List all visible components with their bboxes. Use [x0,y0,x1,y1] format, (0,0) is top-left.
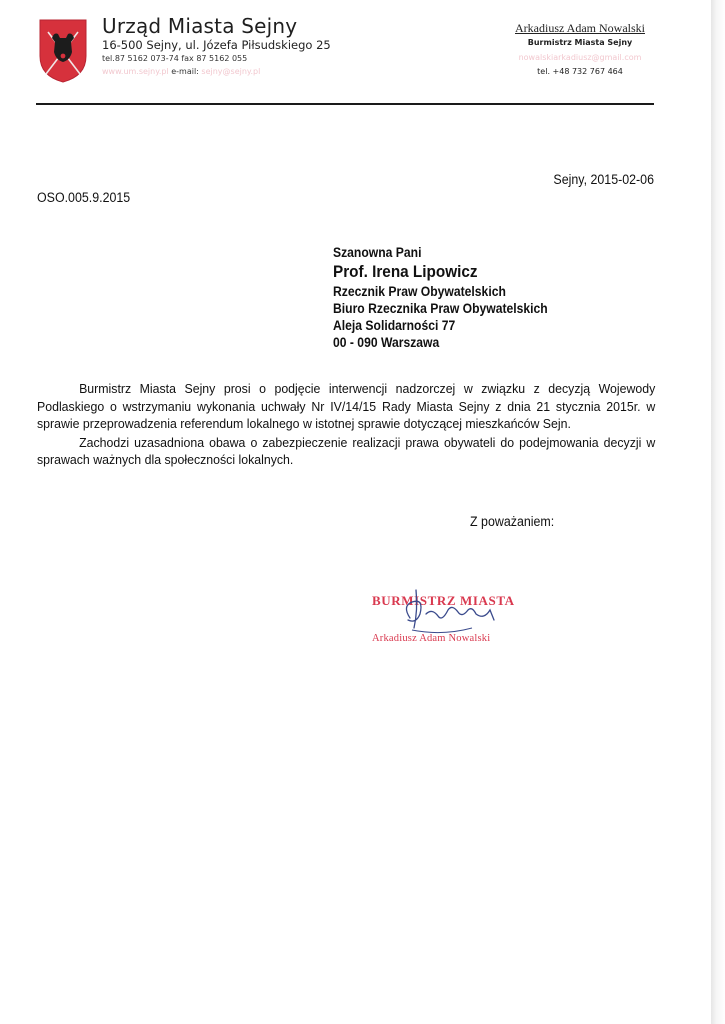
page-edge [711,0,725,1024]
closing-salutation: Z poważaniem: [470,514,555,529]
header-divider [36,103,654,105]
email-link[interactable]: sejny@sejny.pl [201,67,261,76]
mayor-name: Arkadiusz Adam Nowalski [515,21,645,35]
office-phone-fax: tel.87 5162 073-74 fax 87 5162 055 [102,54,248,63]
office-name: Urząd Miasta Sejny [102,14,298,38]
office-web-contact [102,67,260,76]
recipient-position: Rzecznik Praw Obywatelskich [333,284,506,299]
recipient-street: Aleja Solidarności 77 [333,318,456,333]
recipient-greeting: Szanowna Pani [333,245,422,260]
recipient-address-block [333,245,653,352]
email-label: e-mail: [171,67,199,76]
document-reference: OSO.005.9.2015 [37,190,131,205]
recipient-name: Prof. Irena Lipowicz [333,262,478,281]
body-paragraph-1: Burmistrz Miasta Sejny prosi o podjęcie interwencji nadzorczej w związku z decyzją Wojewody Podlaskiego o wstrzymaniu wykonania uchwały Nr IV/14/15 Rady Miasta Sejny z dnia 21 stycznia 2015r. w sprawie przeprowadzenia referendum lokalnego w istotnej sprawie dotyczącej mieszkańców Sejn. [37,381,656,431]
mayor-email-link[interactable]: nowalskiarkadiusz@gmail.com [518,53,642,62]
website-link[interactable]: www.um.sejny.pl [102,67,169,76]
recipient-office: Biuro Rzecznika Praw Obywatelskich [333,301,548,316]
handwritten-signature-icon [372,580,512,640]
document-date: Sejny, 2015-02-06 [553,172,654,187]
stamp-name: Arkadiusz Adam Nowalski [372,633,491,644]
mayor-phone: tel. +48 732 767 464 [537,67,623,76]
mayor-title: Burmistrz Miasta Sejny [527,38,633,47]
coat-of-arms-bull-icon [38,18,88,84]
office-address: 16-500 Sejny, ul. Józefa Piłsudskiego 25 [102,38,331,52]
body-paragraph-2: Zachodzi uzasadniona obawa o zabezpieczenie realizacji prawa obywateli do podejmowania decyzji w sprawach ważnych dla społeczności lokalnych. [37,434,656,467]
recipient-city: 00 - 090 Warszawa [333,335,440,350]
letter-body [37,380,655,469]
stamp-title: BURMISTRZ MIASTA [372,593,515,608]
